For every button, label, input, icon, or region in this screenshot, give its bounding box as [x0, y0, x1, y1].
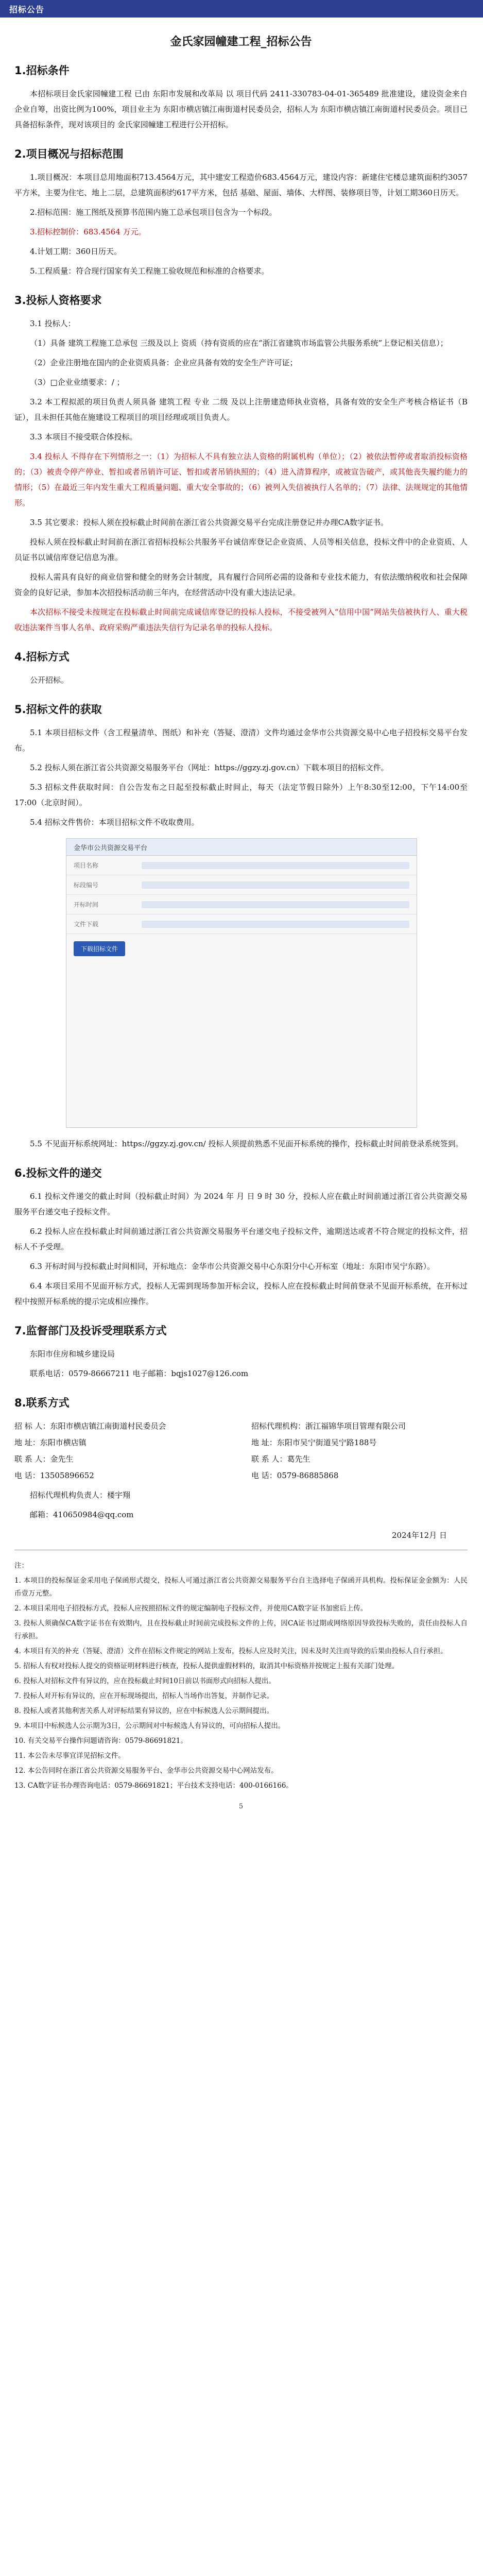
s6-para: 6.2 投标人应在投标截止时间前通过浙江省公共资源交易服务平台递交电子投标文件，逾期送达或者不符合规定的投标文件，招标人不予受理。 [14, 1227, 468, 1251]
note-item: 13. CA数字证书办理咨询电话：0579-86691821；平台技术支持电话：400-0166166。 [14, 1782, 293, 1790]
platform-screenshot-row [66, 895, 417, 914]
s3-para: 3.4 投标人 不得存在下列情形之一：（1）为招标人不具有独立法人资格的附属机构（单位）；（2）被依法暂停或者取消投标资格的；（3）被责令停产停业、暂扣或者吊销许可证、暂扣或者吊销执照的；（4）进入清算程序，或被宣告破产，或其他丧失履约能力的情形；（5）在最近三年内发生重大工程质量问题、重大安全事故的；（6）被列入失信被执行人名单的；（7）法律、法规规定的其他情形。 [14, 452, 468, 507]
contact-extra: 邮箱：410650984@qq.com [30, 1510, 134, 1519]
note-item: 12. 本公告同时在浙江省公共资源交易服务平台、金华市公共资源交易中心网站发布。 [14, 1767, 278, 1775]
section-4-title: 4.招标方式 [14, 651, 70, 663]
s3-para: 投标人须在投标截止时间前在浙江省招标投标公共服务平台诚信库登记企业资质、人员等相关信息，投标文件中的企业资质、人员证书以诚信库登记信息为准。 [14, 537, 468, 562]
note-item: 10. 有关交易平台操作问题请咨询：0579-86691821。 [14, 1737, 187, 1745]
row-field [142, 921, 409, 928]
s2-para: 3.招标控制价：683.4564 万元。 [30, 227, 146, 236]
notes-title: 注： [14, 1562, 28, 1570]
note-item: 8. 投标人或者其他利害关系人对评标结果有异议的，应在中标候选人公示期间提出。 [14, 1707, 274, 1715]
note-item: 4. 本项目有关的补充（答疑、澄清）文件在招标文件规定的网站上发布，投标人应及时关注，因未及时关注而导致的后果由投标人自行承担。 [14, 1647, 447, 1655]
contact-line: 地 址：东阳市横店镇 [14, 1438, 87, 1447]
s3-para: 本次招标不接受未按规定在投标截止时间前完成诚信库登记的投标人投标，不接受被列入“信用中国”网站失信被执行人、重大税收违法案件当事人名单、政府采购严重违法失信行为记录名单的投标人投标。 [14, 607, 468, 632]
s3-para: 投标人需具有良好的商业信誉和健全的财务会计制度，具有履行合同所必需的设备和专业技术能力，有依法缴纳税收和社会保障资金的良好记录，参加本次招投标活动前三年内，在经营活动中没有重大违法记录。 [14, 572, 468, 597]
note-item: 7. 投标人对开标有异议的，应在开标现场提出，招标人当场作出答复，并制作记录。 [14, 1692, 274, 1700]
contact-line: 联 系 人：金先生 [14, 1454, 74, 1464]
s3-para: （2）企业注册地在国内的企业资质具备：企业应具备有效的安全生产许可证； [30, 358, 298, 367]
section-6-title: 6.投标文件的递交 [14, 1167, 102, 1179]
s4-para: 公开招标。 [30, 675, 69, 685]
platform-screenshot-header: 金华市公共资源交易平台 [66, 839, 417, 856]
contact-line: 联 系 人：葛先生 [251, 1454, 310, 1464]
s3-para: 3.2 本工程拟派的项目负责人须具备 建筑工程 专业 二级 及以上注册建造师执业资格，具备有效的安全生产考核合格证书（B证），且未担任其他在施建设工程项目的项目经理或项目负责人。 [14, 397, 468, 422]
s2-para: 5.工程质量：符合现行国家有关工程施工验收规范和标准的合格要求。 [30, 266, 269, 276]
s2-para: 4.计划工期：360日历天。 [30, 247, 122, 256]
download-button[interactable]: 下载招标文件 [74, 941, 125, 956]
row-field [142, 882, 409, 889]
contact-line: 电 话：13505896652 [14, 1471, 94, 1480]
contact-line: 地 址：东阳市吴宁街道吴宁路188号 [251, 1438, 377, 1447]
platform-screenshot-row [66, 875, 417, 895]
s3-para: （1）具备 建筑工程施工总承包 三级及以上 资质（持有资质的应在“浙江省建筑市场监管公共服务系统”上登记相关信息）； [30, 338, 448, 348]
s3-para: （3）□企业业绩要求：/ ； [30, 378, 125, 387]
row-label: 开标时间 [74, 901, 99, 908]
s6-para: 6.4 本项目采用不见面开标方式，投标人无需到现场参加开标会议，投标人应在投标截止时间前登录不见面开标系统，在开标过程中按照开标系统的提示完成相应操作。 [14, 1281, 468, 1306]
s5-para: 5.5 不见面开标系统网址：https://ggzy.zj.gov.cn/ 投标人须提前熟悉不见面开标系统的操作，投标截止时间前登录系统签到。 [30, 1139, 463, 1148]
note-item: 9. 本项目中标候选人公示期为3日，公示期间对中标候选人有异议的，可向招标人提出。 [14, 1722, 285, 1730]
row-label: 文件下载 [74, 921, 99, 928]
row-field [142, 862, 409, 869]
page-number: 5 [238, 1803, 244, 1810]
platform-screenshot-row [66, 914, 417, 934]
s5-para: 5.3 招标文件获取时间：自公告发布之日起至投标截止时间止，每天（法定节假日除外）上午8:30至12:00，下午14:00至17:00（北京时间）。 [14, 783, 468, 807]
document [14, 23, 468, 1821]
row-label: 项目名称 [74, 862, 99, 869]
s1-para: 本招标项目金氏家园幢建工程 已由 东阳市发展和改革局 以 项目代码 2411-330783-04-01-365489 批准建设，建设资金来自企业自筹，出资比例为100%，项目业主为 东阳市横店镇江南街道村民委员会，招标人为 东阳市横店镇江南街道村民委员会。项目已具备招标条件，现对该项目的 金氏家园幢建工程进行公开招标。 [14, 89, 468, 129]
row-field [142, 901, 409, 908]
section-3-title: 3.投标人资格要求 [14, 294, 102, 307]
document-title: 金氏家园幢建工程_招标公告 [170, 36, 312, 48]
s3-para: 3.1 投标人： [30, 319, 76, 328]
contact-line: 招 标 人：东阳市横店镇江南街道村民委员会 [14, 1421, 166, 1431]
s5-para: 5.2 投标人须在浙江省公共资源交易服务平台（网址：https://ggzy.zj.gov.cn）下载本项目的招标文件。 [30, 763, 389, 772]
s7-para: 联系电话：0579-86667211 电子邮箱：bqjs1027@126.com [30, 1369, 249, 1378]
s2-para: 2.招标范围：施工图纸及预算书范围内施工总承包项目包含为一个标段。 [30, 208, 277, 217]
s2-para: 1.项目概况：本项目总用地面积713.4564万元，其中建安工程造价683.4564万元，建设内容：新建住宅楼总建筑面积约3057平方米，主要为住宅、地上二层，总建筑面积约617平方米，包括 基础、屋面、墙体、大样图、装修项目等，计划工期360日历天。 [14, 173, 468, 197]
note-item: 1. 本项目的投标保证金采用电子保函形式提交，投标人可通过浙江省公共资源交易服务平台自主选择电子保函开具机构。投标保证金金额为：人民币壹万元整。 [14, 1577, 468, 1598]
s7-para: 东阳市住房和城乡建设局 [30, 1349, 115, 1359]
s3-para: 3.3 本项目不接受联合体投标。 [30, 432, 137, 442]
contacts-grid [14, 1418, 468, 1483]
section-1-title: 1.招标条件 [14, 64, 70, 77]
note-item: 11. 本公告未尽事宜详见招标文件。 [14, 1752, 125, 1760]
row-label: 标段编号 [74, 882, 99, 889]
section-2-title: 2.项目概况与招标范围 [14, 148, 124, 160]
note-item: 3. 投标人须确保CA数字证书在有效期内，且在投标截止时间前完成投标文件的上传，因CA证书过期或网络原因导致投标失败的，责任由投标人自行承担。 [14, 1619, 468, 1640]
s6-para: 6.1 投标文件递交的截止时间（投标截止时间）为 2024 年 月 日 9 时 30 分，投标人应在截止时间前通过浙江省公共资源交易服务平台递交电子投标文件。 [14, 1192, 468, 1216]
s3-para: 3.5 其它要求：投标人须在投标截止时间前在浙江省公共资源交易平台完成注册登记并办理CA数字证书。 [30, 518, 388, 527]
contact-line: 招标代理机构：浙江福锦华项目管理有限公司 [251, 1421, 406, 1431]
platform-screenshot [66, 838, 417, 1128]
announcement-date: 2024年12月 日 [391, 1531, 447, 1540]
header-bar [0, 0, 483, 18]
note-item: 6. 投标人对招标文件有异议的，应在投标截止时间10日前以书面形式向招标人提出。 [14, 1677, 275, 1685]
section-7-title: 7.监督部门及投诉受理联系方式 [14, 1325, 167, 1337]
contact-line: 电 话：0579-86885868 [251, 1471, 339, 1480]
note-item: 5. 招标人有权对投标人提交的资格证明材料进行核查，投标人提供虚假材料的，取消其中标资格并按规定上报有关部门处理。 [14, 1662, 399, 1670]
s6-para: 6.3 开标时间与投标截止时间相同，开标地点：金华市公共资源交易中心东阳分中心开标室（地址：东阳市吴宁东路）。 [30, 1262, 435, 1271]
section-5-title: 5.招标文件的获取 [14, 703, 102, 716]
note-item: 2. 本项目采用电子招投标方式，投标人应按照招标文件的规定编制电子投标文件，并使用CA数字证书加密后上传。 [14, 1604, 368, 1613]
contact-extra: 招标代理机构负责人：楼宇翔 [30, 1490, 131, 1500]
section-8-title: 8.联系方式 [14, 1397, 70, 1409]
platform-screenshot-row [66, 856, 417, 875]
s5-para: 5.4 招标文件售价：本项目招标文件不收取费用。 [30, 818, 199, 827]
s5-para: 5.1 本项目招标文件（含工程量清单、图纸）和补充（答疑、澄清）文件均通过金华市公共资源交易中心电子招投标交易平台发布。 [14, 728, 468, 753]
header-title: 招标公告 [9, 4, 45, 14]
